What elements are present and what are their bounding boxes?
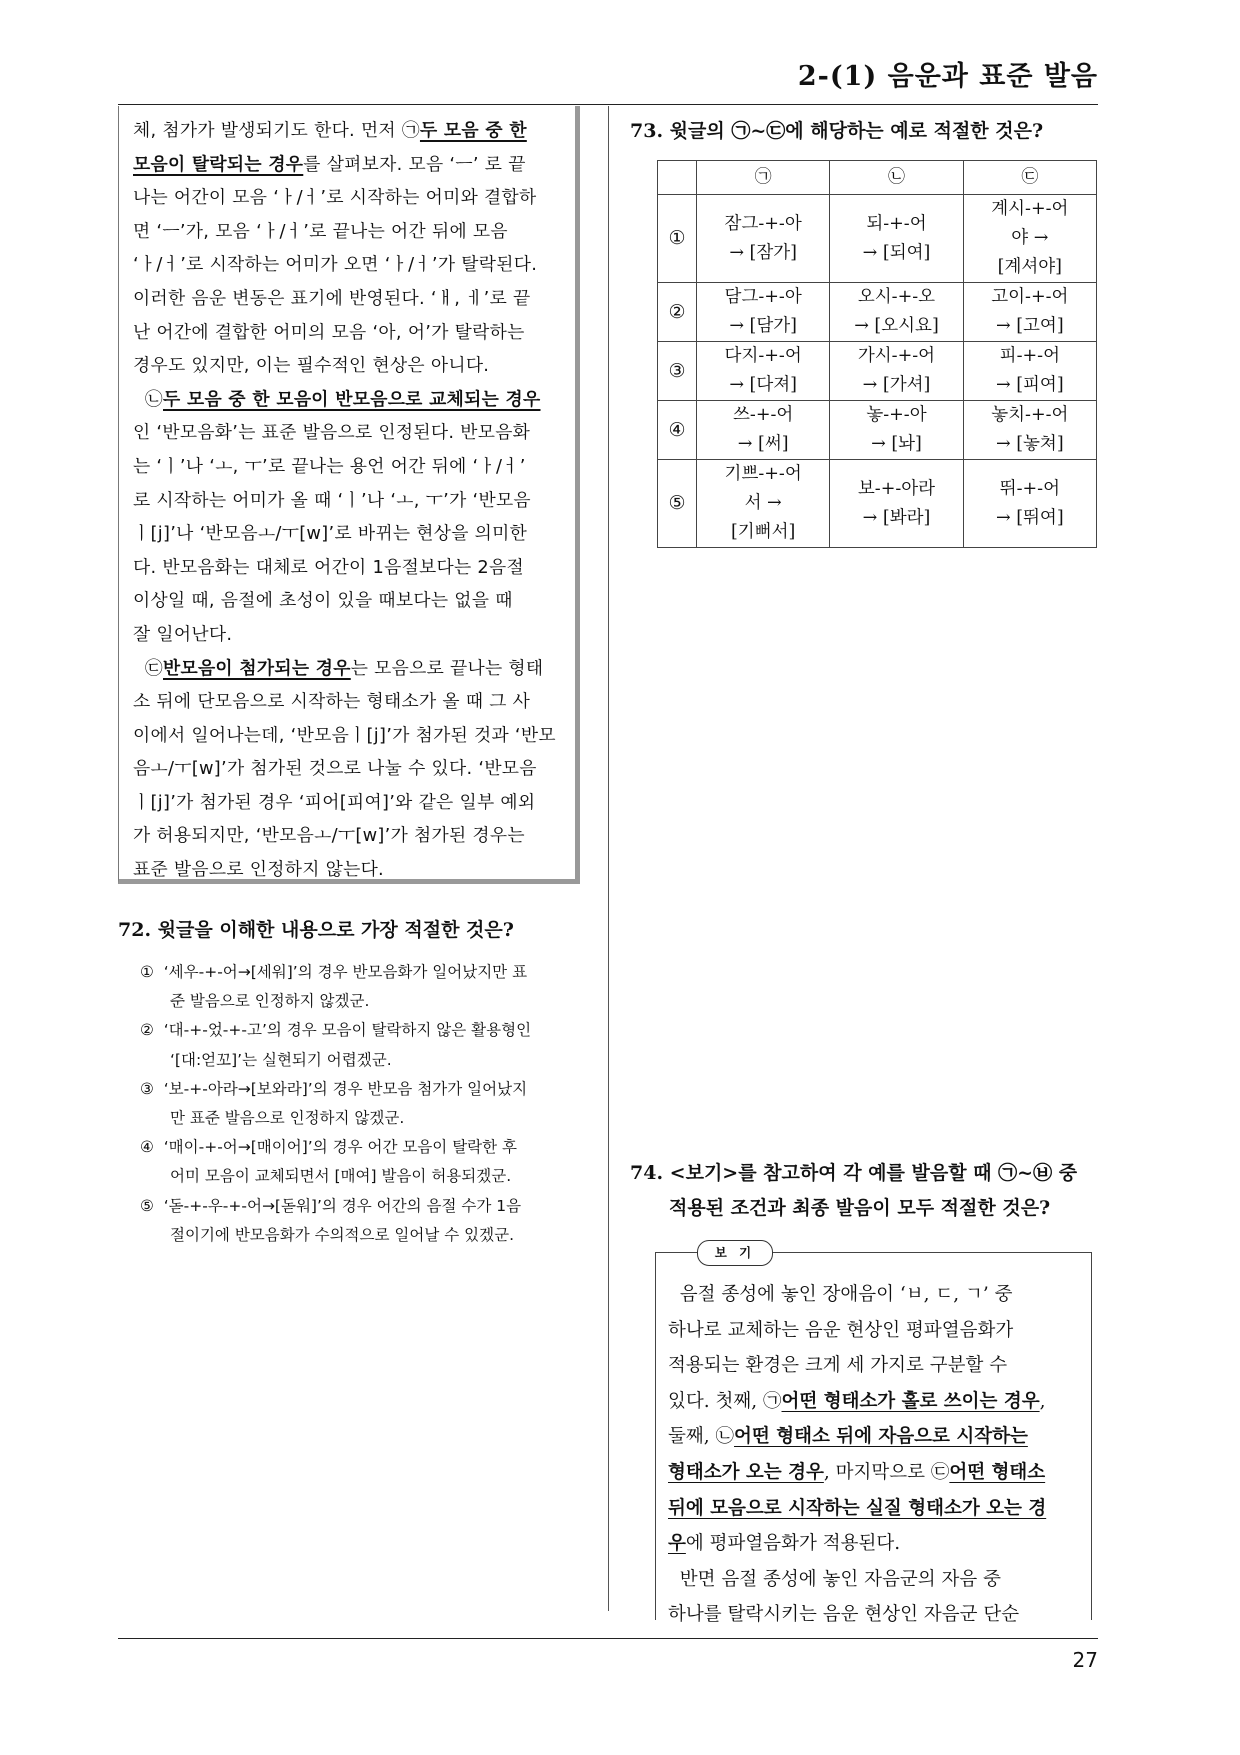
cell-line: → [놓쳐] [995,434,1064,454]
option-text: 만 표준 발음으로 인정하지 않겠군. [170,1109,405,1128]
cell-line: → [놔] [871,434,922,454]
passage-line [133,618,563,652]
table-header-row [658,161,1097,195]
reading-passage [118,106,580,884]
cell-line: 서 → [744,493,782,513]
cell-line: 담그-+-아 [724,287,802,307]
cell-line: 되-+-어 [866,213,927,234]
passage-line [133,316,563,350]
option-text-line [140,1162,590,1191]
cell-line: 계시-+-어 [991,199,1069,219]
text-run: ㉡ [133,388,163,410]
text-run: 로 시작하는 어미가 올 때 ‘ㅣ’나 ‘ㅗ, ㅜ’가 ‘반모음 [133,489,531,511]
underlined-phrase: 모음이 탈락되는 경우 [133,153,304,175]
row-number: ③ [658,342,697,401]
cell-line: 놓치-+-어 [991,405,1069,425]
text-run: , [1039,1390,1046,1412]
answer-option[interactable] [140,1016,590,1074]
question-74-title-line1: 74. <보기>를 참고하여 각 예를 발음할 때 ㉠~㉥ 중 [630,1162,1078,1184]
passage-line [133,584,563,618]
bogi-box [655,1252,1092,1626]
table-row[interactable] [658,195,1097,283]
underlined-phrase: 어떤 형태소가 홀로 쓰이는 경우 [781,1390,1040,1412]
option-text-line [140,1192,590,1221]
passage-line [133,114,563,148]
passage-line [133,282,563,316]
text-run: 소 뒤에 단모음으로 시작하는 형태소가 올 때 그 사 [133,691,531,713]
option-text: 절이기에 반모음화가 수의적으로 일어날 수 있겠군. [170,1225,514,1244]
text-run: , 마지막으로 ㉢ [823,1461,950,1483]
bogi-line [668,1562,1081,1598]
option-text: ‘돋-+-우-+-어→[돋워]’의 경우 어간의 음절 수가 1음 [163,1196,522,1215]
text-run: 표준 발음으로 인정하지 않는다. [133,859,385,881]
table-row[interactable] [658,283,1097,342]
text-run: 음ㅗ/ㅜ[w]’가 첨가된 것으로 나눌 수 있다. ‘반모음 [133,758,537,780]
text-run: 체, 첨가가 발생되기도 한다. 먼저 ㉠ [133,120,420,141]
table-cell [697,460,830,548]
cell-line: → [되여] [862,242,931,263]
cell-line: 기쁘-+-어 [724,464,802,484]
cell-line: 피-+-어 [999,346,1060,366]
underlined-phrase: 어떤 형태소 뒤에 자음으로 시작하는 [734,1426,1028,1448]
option-number: ② [140,1021,164,1040]
table-cell [830,195,963,283]
page-number: 27 [1072,1648,1098,1672]
page-header [118,50,1098,105]
text-run: 난 어간에 결합한 어미의 모음 ‘아, 어’가 탈락하는 [133,321,525,343]
text-run: 에 평파열음화가 적용된다. [685,1533,901,1555]
table-header-cell: ㉡ [830,161,963,195]
table-cell [697,283,830,342]
bogi-line [668,1597,1081,1633]
bogi-label: 보 기 [697,1240,773,1266]
option-text-line [140,1075,590,1104]
question-72-options [140,958,590,1250]
passage-line [133,819,563,853]
text-run: ㉢ [133,657,163,679]
table-cell [963,401,1096,460]
passage-line [133,786,563,820]
table-row[interactable] [658,401,1097,460]
option-text-line [140,1221,590,1250]
table-cell [963,460,1096,548]
bogi-line [668,1419,1081,1455]
passage-line [133,484,563,518]
bogi-line [668,1455,1081,1491]
option-text: ‘매이-+-어→[매이어]’의 경우 어간 모음이 탈락한 후 [163,1138,518,1157]
option-text: ‘보-+-아라→[보와라]’의 경우 반모음 첨가가 일어났지 [163,1079,528,1098]
underlined-phrase: 형태소가 오는 경우 [668,1461,824,1483]
bogi-line [668,1526,1081,1562]
option-number: ④ [140,1138,164,1157]
text-run: 는 ‘ㅣ’나 ‘ㅗ, ㅜ’로 끝나는 용언 어간 뒤에 ‘ㅏ/ㅓ’ [133,455,526,477]
cell-line: 가시-+-어 [857,346,936,366]
table-cell [830,283,963,342]
underlined-phrase: 반모음이 첨가되는 경우 [163,657,351,679]
cell-line: 뛰-+-어 [999,478,1060,499]
bogi-line [668,1348,1081,1384]
option-text-line [140,1104,590,1133]
text-run: 둘째, ㉡ [668,1426,735,1448]
passage-line [133,853,563,887]
question-73-table [657,160,1097,548]
cell-line: 야 → [1011,228,1049,248]
table-cell [697,342,830,401]
cell-line: → [봐라] [862,507,931,528]
option-text-line [140,1016,590,1045]
question-74-title-line2: 적용된 조건과 최종 발음이 모두 적절한 것은? [669,1197,1051,1219]
cell-line: 잠그-+-아 [724,213,802,234]
row-number: ④ [658,401,697,460]
table-corner-cell [658,161,697,195]
cell-line: → [가셔] [862,375,931,395]
text-run: 이에서 일어나는데, ‘반모음ㅣ[j]’가 첨가된 것과 ‘반모 [133,724,556,746]
passage-line [133,383,563,417]
text-run: 를 살펴보자. 모음 ‘ㅡ’ 로 끝 [303,153,526,175]
option-text-line [140,987,590,1016]
question-73-title: 73. 윗글의 ㉠~㉢에 해당하는 예로 적절한 것은? [630,120,1044,142]
cell-line: → [써] [737,434,789,454]
text-run: 이상일 때, 음절에 초성이 있을 때보다는 없을 때 [133,590,513,612]
cell-line: → [담가] [729,316,798,336]
text-run: 인 ‘반모음화’는 표준 발음으로 인정된다. 반모음화 [133,422,531,444]
passage-line [133,517,563,551]
passage-line [133,685,563,719]
text-run: ㅣ[j]’나 ‘반모음ㅗ/ㅜ[w]’로 바뀌는 현상을 의미한 [133,523,528,545]
cell-line: [계셔야] [997,257,1063,277]
footer-rule [118,1638,1098,1639]
text-run: 하나로 교체하는 음운 현상인 평파열음화가 [668,1319,1014,1341]
option-text: 준 발음으로 인정하지 않겠군. [170,992,370,1011]
row-number: ⑤ [658,460,697,548]
cell-line: → [오시요] [854,316,939,336]
cell-line: 보-+-아라 [857,478,936,499]
passage-line [133,652,563,686]
cell-line: 오시-+-오 [857,287,936,307]
text-run: 하나를 탈락시키는 음운 현상인 자음군 단순 [668,1604,1020,1626]
text-run: 나는 어간이 모음 ‘ㅏ/ㅓ’로 시작하는 어미와 결합하 [133,187,537,209]
table-cell [963,342,1096,401]
text-run: 경우도 있지만, 이는 필수적인 현상은 아니다. [133,355,490,377]
table-cell [963,283,1096,342]
table-cell [830,342,963,401]
column-divider [608,106,609,1611]
text-run: ‘ㅏ/ㅓ’로 시작하는 어미가 오면 ‘ㅏ/ㅓ’가 탈락된다. [133,254,538,276]
passage-line [133,752,563,786]
text-run: 이러한 음운 변동은 표기에 반영된다. ‘ㅐ, ㅔ’로 끝 [133,287,531,309]
passage-line [133,450,563,484]
text-run: 잘 일어난다. [133,623,233,645]
answer-option[interactable] [140,1075,590,1133]
passage-line [133,248,563,282]
cell-line: → [피여] [995,375,1064,395]
answer-option[interactable] [140,1133,590,1191]
option-text: 어미 모음이 교체되면서 [매여] 발음이 허용되겠군. [170,1167,512,1186]
answer-option[interactable] [140,1192,590,1250]
question-72-title: 72. 윗글을 이해한 내용으로 가장 적절한 것은? [118,919,514,941]
option-text: ‘[대:얻꼬]’는 실현되기 어렵겠군. [170,1050,392,1069]
table-header-cell: ㉠ [697,161,830,195]
table-cell [830,401,963,460]
table-header-cell: ㉢ [963,161,1096,195]
text-run: 음절 종성에 놓인 장애음이 ‘ㅂ, ㄷ, ㄱ’ 중 [668,1284,1013,1305]
text-run: 반면 음절 종성에 놓인 자음군의 자음 중 [668,1568,1001,1590]
underlined-phrase: 어떤 형태소 [949,1461,1046,1483]
option-number: ⑤ [140,1196,164,1215]
answer-option[interactable] [140,958,590,1016]
cell-line: 다지-+-어 [724,346,802,366]
text-run: 적용되는 환경은 크게 세 가지로 구분할 수 [668,1355,1008,1377]
cell-line: 놓-+-아 [866,405,927,425]
bogi-line [668,1277,1081,1313]
bogi-line [668,1491,1081,1527]
row-number: ① [658,195,697,283]
cell-line: → [고여] [995,316,1064,336]
text-run: 면 ‘ㅡ’가, 모음 ‘ㅏ/ㅓ’로 끝나는 어간 뒤에 모음 [133,220,508,242]
option-text: ‘대-+-었-+-고’의 경우 모음이 탈락하지 않은 활용형인 [163,1021,532,1040]
table-row[interactable] [658,342,1097,401]
table-cell [830,460,963,548]
table-row[interactable] [658,460,1097,548]
underlined-phrase: 두 모음 중 한 모음이 반모음으로 교체되는 경우 [163,388,541,410]
cell-line: → [잠가] [729,242,798,263]
passage-line [133,181,563,215]
text-run: 있다. 첫째, ㉠ [668,1390,782,1412]
passage-line [133,719,563,753]
option-text-line [140,1133,590,1162]
cell-line: → [뛰여] [995,507,1064,528]
cell-line: 고이-+-어 [991,287,1069,307]
passage-line [133,551,563,585]
text-run: 가 허용되지만, ‘반모음ㅗ/ㅜ[w]’가 첨가된 경우는 [133,825,525,847]
table-cell [697,195,830,283]
text-run: ㅣ[j]’가 첨가된 경우 ‘피어[피여]’와 같은 일부 예외 [133,791,536,813]
table-cell [963,195,1096,283]
underlined-phrase: 우 [668,1533,686,1555]
option-number: ③ [140,1079,164,1098]
chapter-title: 2-(1) 음운과 표준 발음 [797,61,1098,92]
underlined-phrase: 뒤에 모음으로 시작하는 실질 형태소가 오는 경 [668,1497,1047,1519]
bogi-line [668,1384,1081,1420]
passage-line [133,215,563,249]
option-number: ① [140,963,164,981]
cell-line: → [다져] [729,375,798,395]
cell-line: 쓰-+-어 [733,405,794,425]
option-text-line [140,1046,590,1075]
passage-line [133,416,563,450]
passage-line [133,148,563,182]
table-cell [697,401,830,460]
text-run: 는 모음으로 끝나는 형태 [350,657,544,679]
row-number: ② [658,283,697,342]
bogi-line [668,1313,1081,1349]
text-run: 다. 반모음화는 대체로 어간이 1음절보다는 2음절 [133,556,524,578]
passage-line [133,349,563,383]
option-text-line [140,958,590,987]
cell-line: [기뻐서] [730,522,796,542]
underlined-phrase: 두 모음 중 한 [419,120,527,141]
option-text: ‘세우-+-어→[세워]’의 경우 반모음화가 일어났지만 표 [163,963,528,981]
